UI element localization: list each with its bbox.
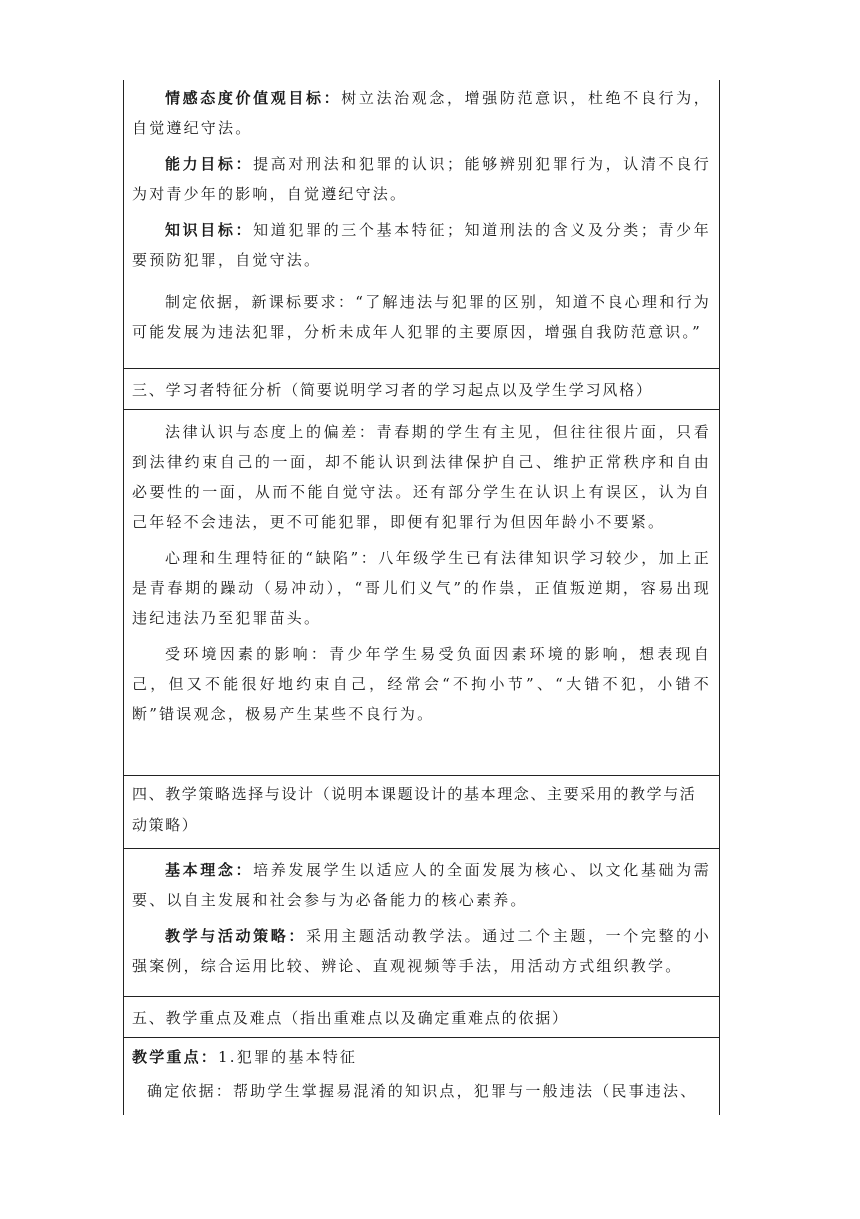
focus-paragraph	[124, 1042, 719, 1072]
knowledge-goal-text: 知道犯罪的三个基本特征；知道刑法的含义及分类；青少年要预防犯罪，自觉守法。	[132, 221, 711, 269]
concept-paragraph	[124, 855, 719, 915]
lesson-plan-table	[123, 80, 720, 1115]
emotion-goal-text: 树立法治观念，增强防范意识，杜绝不良行为，自觉遵纪守法。	[132, 89, 711, 137]
section5-heading: 五、教学重点及难点（指出重难点以及确定重难点的依据）	[132, 1009, 569, 1027]
section3-paragraph-3: 受环境因素的影响：青少年学生易受负面因素环境的影响，想表现自己，但又不能很好地约束自己，经常会“不拘小节”、“大错不犯，小错不断”错误观念，极易产生某些不良行为。	[132, 645, 711, 723]
emotion-goal-paragraph	[124, 83, 719, 143]
goal-basis-paragraph: 制定依据，新课标要求：“了解违法与犯罪的区别，知道不良心理和行为可能发展为违法犯罪，分析未成年人犯罪的主要原因，增强自我防范意识。”	[132, 293, 711, 341]
ability-goal-label: 能力目标：	[165, 155, 254, 173]
section3-paragraph-2: 心理和生理特征的“缺陷”：八年级学生已有法律知识学习较少，加上正是青春期的躁动（易冲动），“哥儿们义气”的作祟，正值叛逆期，容易出现违纪违法乃至犯罪苗头。	[132, 549, 711, 627]
concept-label: 基本理念：	[165, 861, 254, 879]
section4-heading-cell	[124, 776, 719, 849]
section3-paragraph-1: 法律认识与态度上的偏差：青春期的学生有主见，但往往很片面，只看到法律约束自己的一面，却不能认识到法律保护自己、维护正常秩序和自由必要性的一面，从而不能自觉守法。还有部分学生在认识上有误区，认为自己年轻不会违法，更不可能犯罪，即便有犯罪行为但因年龄小不要紧。	[132, 423, 711, 531]
section3-heading: 三、学习者特征分析（简要说明学习者的学习起点以及学生学习风格）	[132, 381, 653, 399]
goals-cell	[124, 80, 719, 369]
strategy-text: 采用主题活动教学法。通过二个主题，一个完整的小强案例，综合运用比较、辨论、直观视频等手法，用活动方式组织教学。	[132, 927, 711, 975]
ability-goal-paragraph	[124, 149, 719, 209]
section3-heading-cell	[124, 369, 719, 410]
section5-content-cell	[124, 1038, 719, 1115]
knowledge-goal-paragraph	[124, 215, 719, 275]
concept-text: 培养发展学生以适应人的全面发展为核心、以文化基础为需要、以自主发展和社会参与为必备能力的核心素养。	[132, 861, 711, 909]
section5-heading-cell	[124, 997, 719, 1038]
strategy-label: 教学与活动策略：	[165, 927, 307, 945]
focus-basis-paragraph: 确定依据：帮助学生掌握易混淆的知识点，犯罪与一般违法（民事违法、	[147, 1082, 698, 1100]
focus-label: 教学重点：	[132, 1048, 219, 1066]
focus-text: 1.犯罪的基本特征	[218, 1048, 358, 1066]
strategy-paragraph	[124, 921, 719, 981]
section4-heading: 四、教学策略选择与设计（说明本课题设计的基本理念、主要采用的教学与活动策略）	[132, 785, 697, 834]
emotion-goal-label: 情感态度价值观目标：	[165, 89, 342, 107]
section4-content-cell	[124, 849, 719, 997]
ability-goal-text: 提高对刑法和犯罪的认识；能够辨别犯罪行为，认清不良行为对青少年的影响，自觉遵纪守法。	[132, 155, 711, 203]
section3-content-cell	[124, 410, 719, 776]
knowledge-goal-label: 知识目标：	[165, 221, 254, 239]
